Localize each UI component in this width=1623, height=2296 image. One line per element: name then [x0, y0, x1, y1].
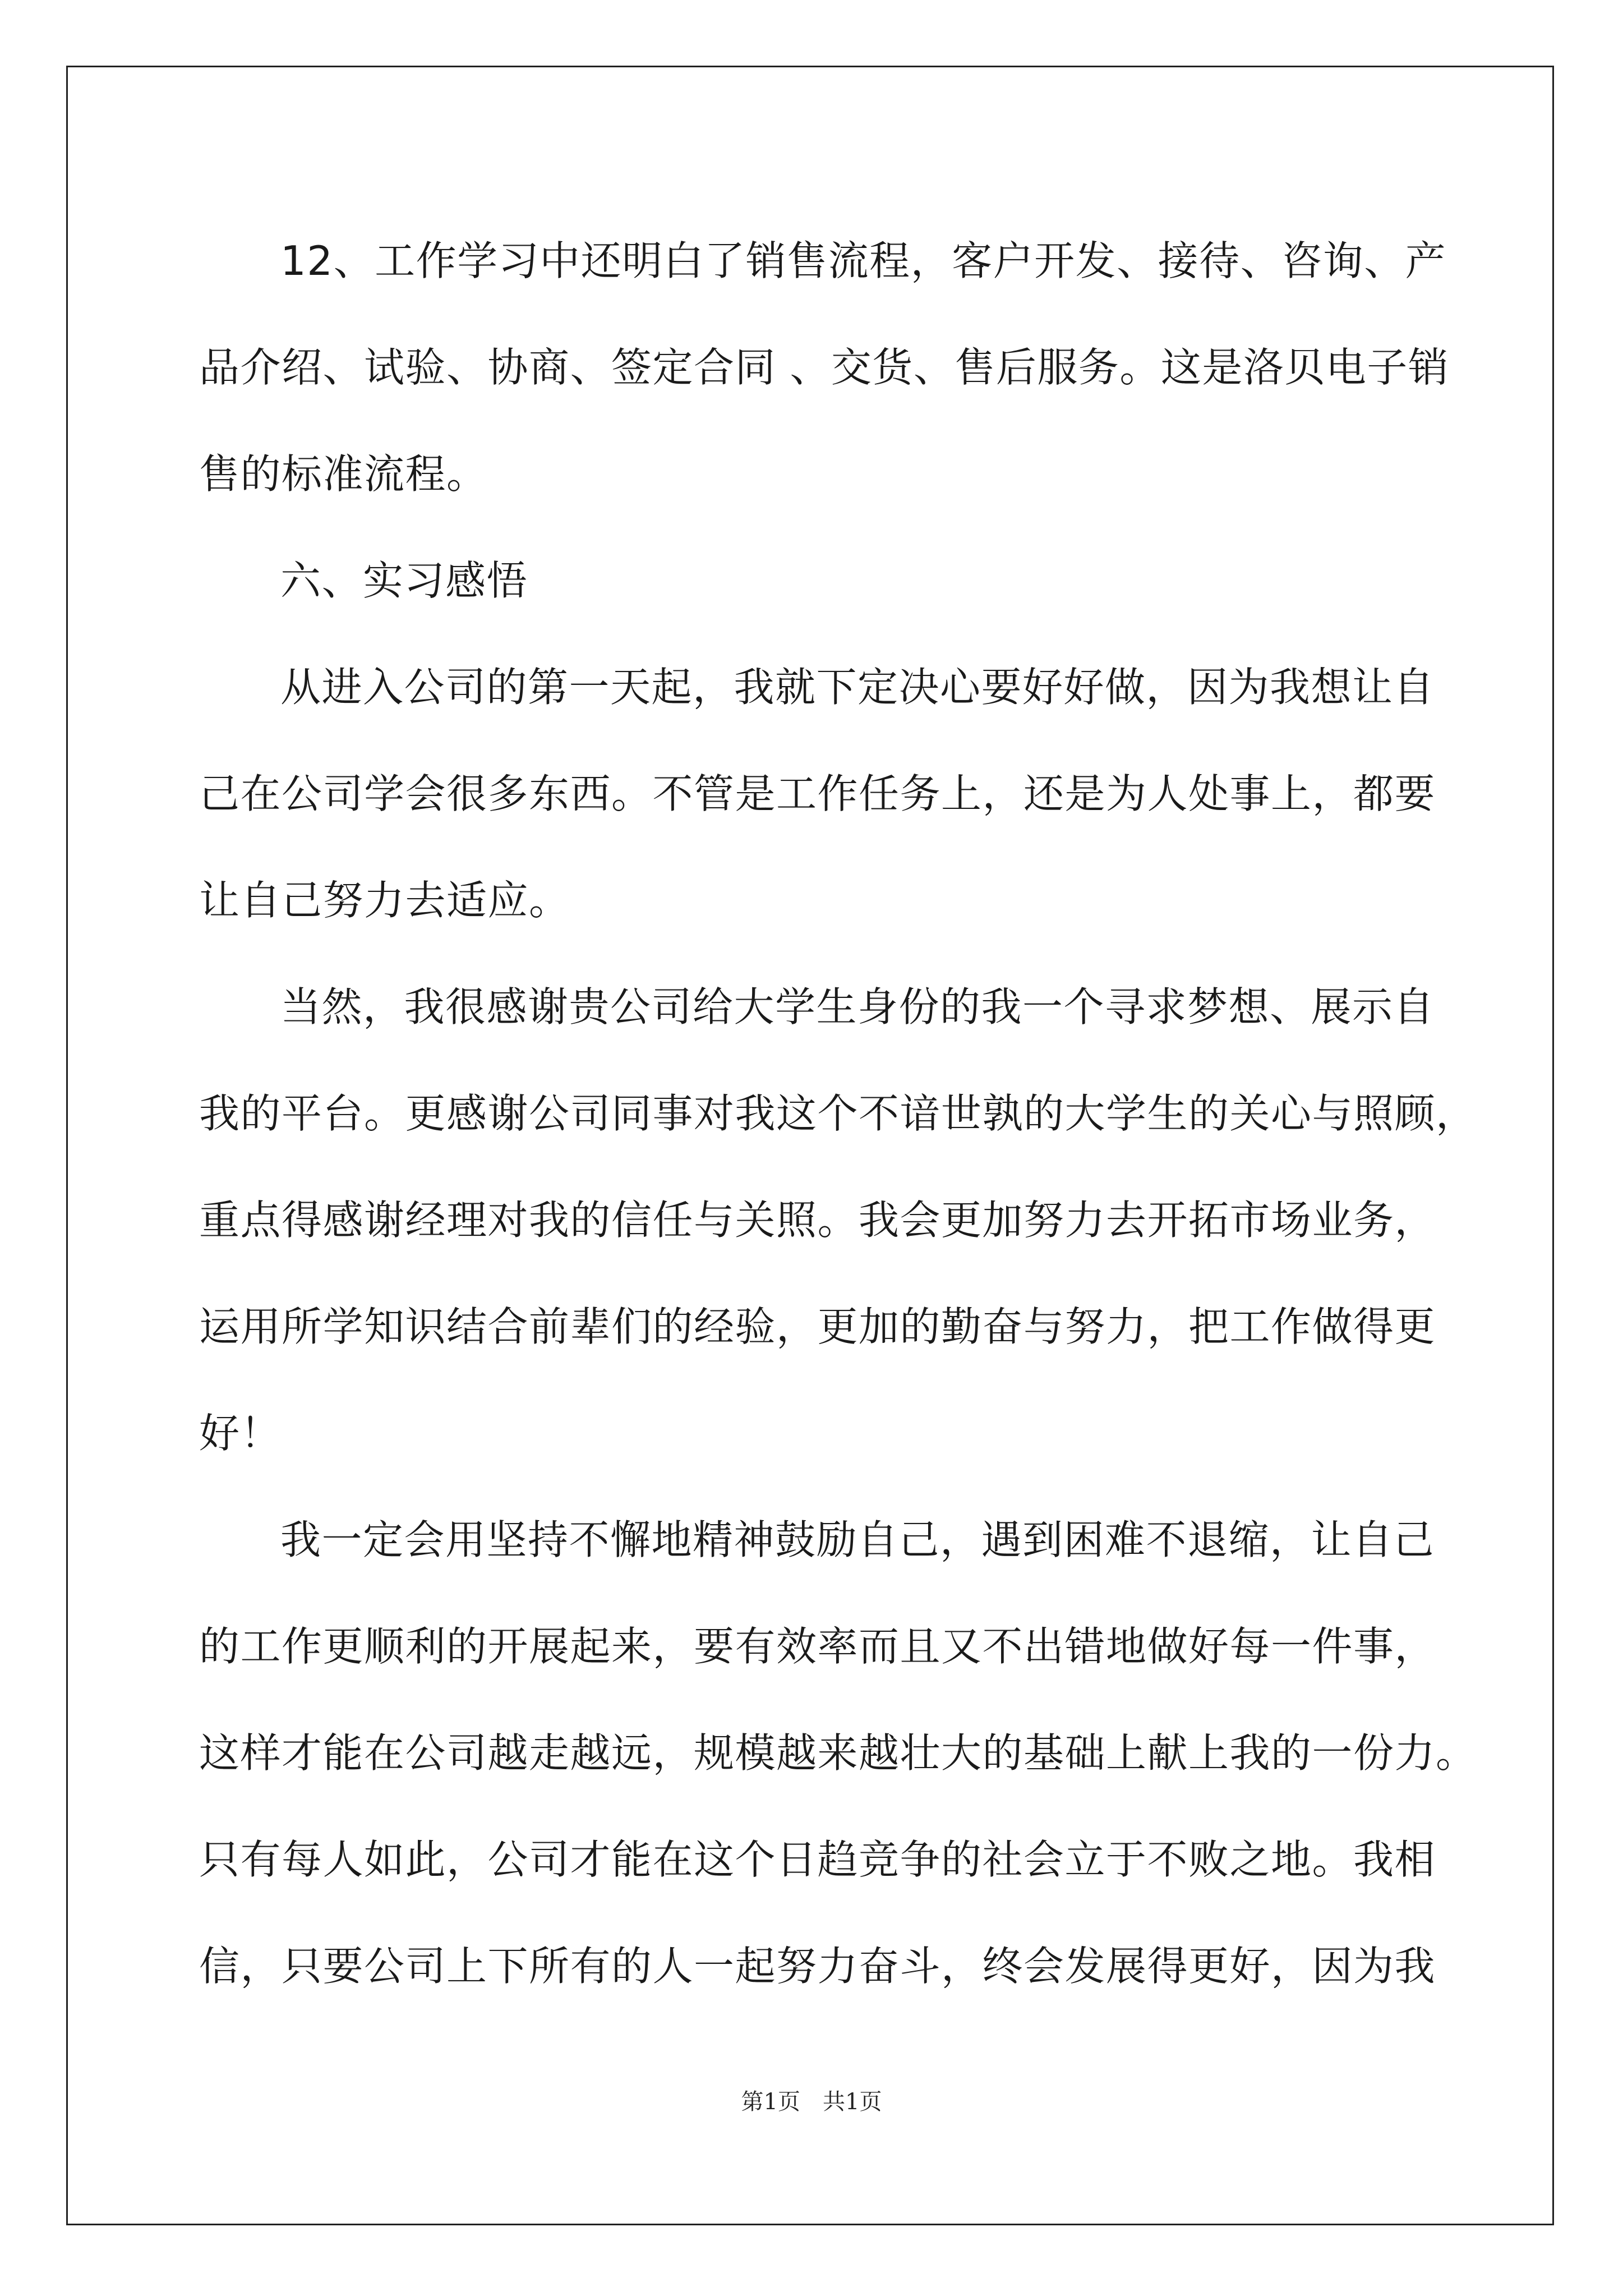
paragraph-line: 信，只要公司上下所有的人一起努力奋斗，终会发展得更好，因为我	[199, 1943, 1436, 1990]
paragraph-line: 当然，我很感谢贵公司给大学生身份的我一个寻求梦想、展示自	[280, 983, 1435, 1030]
paragraph-line: 的工作更顺利的开展起来，要有效率而且又不出错地做好每一件事，	[199, 1623, 1436, 1670]
paragraph-line: 从进入公司的第一天起，我就下定决心要好好做，因为我想让自	[280, 664, 1435, 711]
page-number-footer: 第1页 共1页	[741, 2089, 882, 2115]
paragraph-line: 我的平台。更感谢公司同事对我这个不谙世孰的大学生的关心与照顾，	[199, 1090, 1477, 1137]
paragraph-line: 品介绍、试验、协商、签定合同 、交货、售后服务。这是洛贝电子销	[199, 344, 1450, 391]
paragraph-line: 重点得感谢经理对我的信任与关照。我会更加努力去开拓市场业务，	[199, 1197, 1436, 1244]
paragraph-line: 让自己努力去适应。	[199, 877, 570, 924]
document-body	[199, 208, 1477, 2019]
paragraph-line: 运用所学知识结合前辈们的经验，更加的勤奋与努力，把工作做得更	[199, 1303, 1436, 1350]
paragraph-line: 这样才能在公司越走越远，规模越来越壮大的基础上献上我的一份力。	[199, 1729, 1477, 1777]
paragraph-line: 只有每人如此，公司才能在这个日趋竞争的社会立于不败之地。我相	[199, 1836, 1436, 1883]
section-heading: 六、实习感悟	[280, 557, 528, 604]
paragraph-line: 己在公司学会很多东西。不管是工作任务上，还是为人处事上，都要	[199, 770, 1436, 817]
paragraph-line: 12、工作学习中还明白了销售流程，客户开发、接待、咨询、产	[280, 237, 1447, 284]
paragraph-line: 售的标准流程。	[199, 450, 488, 498]
paragraph-line: 好！	[199, 1410, 282, 1457]
paragraph-line: 我一定会用坚持不懈地精神鼓励自己，遇到困难不退缩，让自己	[280, 1516, 1435, 1563]
